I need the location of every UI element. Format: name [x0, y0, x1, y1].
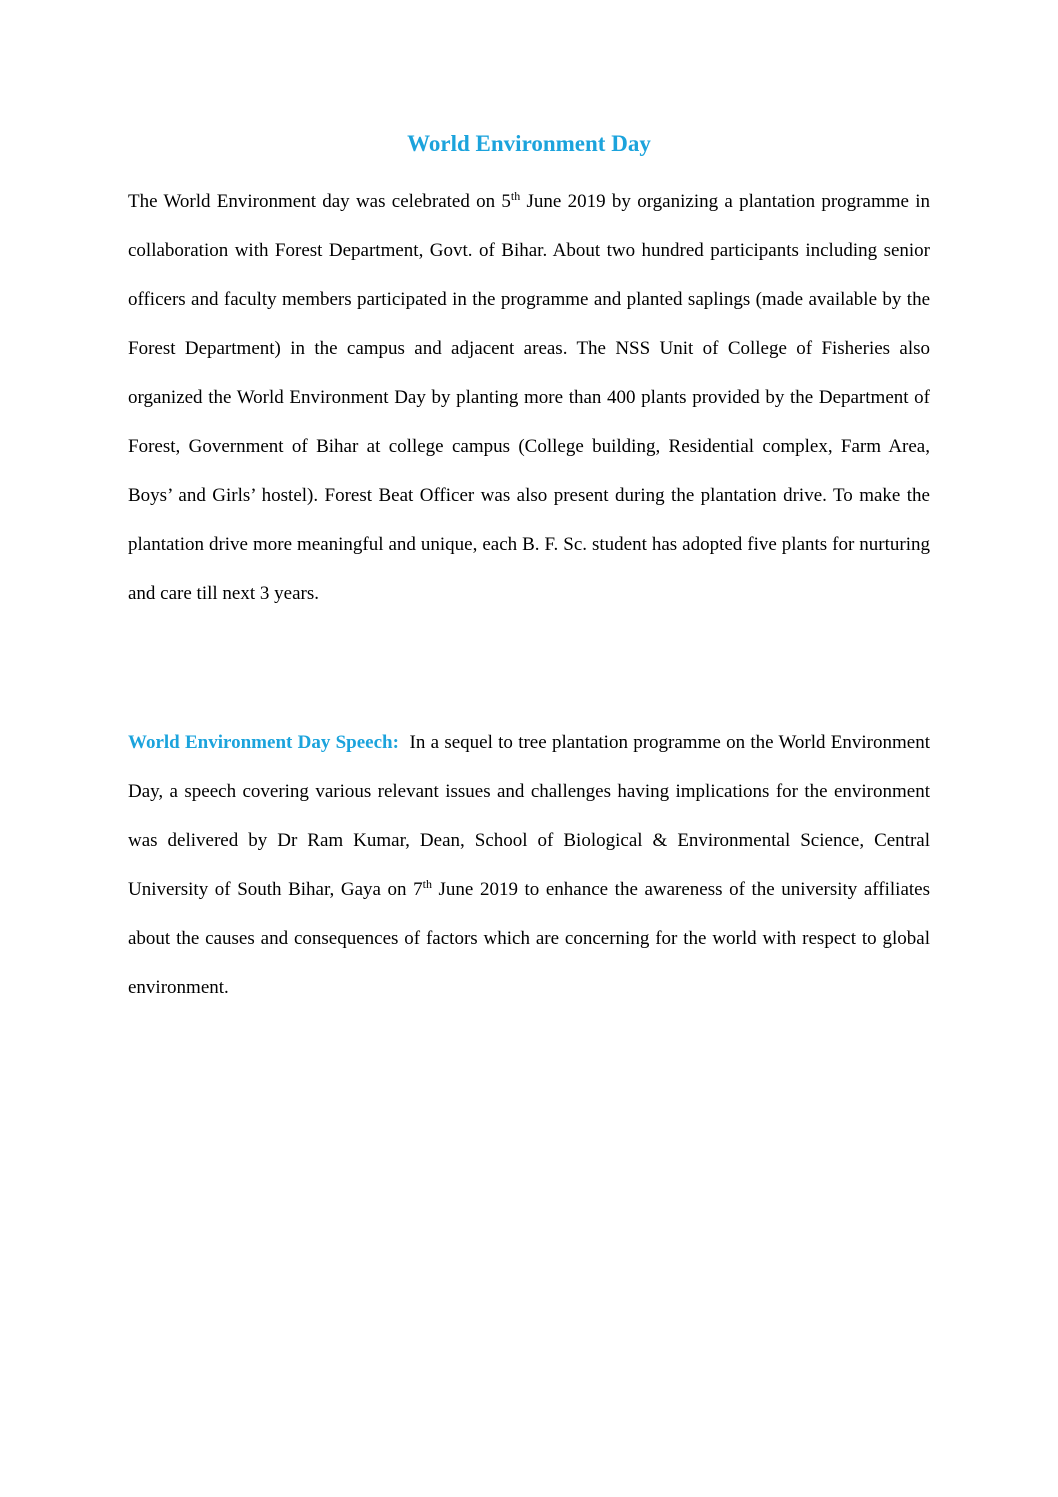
ordinal-suffix: th [422, 877, 432, 891]
event-paragraph [128, 177, 930, 618]
page-title: World Environment Day [407, 131, 651, 156]
speech-paragraph [128, 718, 935, 1012]
paragraph-text: In a sequel to tree plantation programme on the World Environment Day, a speech covering various relevant issues and challenges having implications for the environment was delivered by Dr Ram Kumar, Dean, School of Biological & Environmental Science, Central University of South Bihar, Gaya on 7 [128, 732, 935, 900]
paragraph-text: The World Environment day was celebrated on 5 [128, 191, 511, 212]
paragraph-text: June 2019 by organizing a plantation programme in collaboration with Forest Department, Govt. of Bihar. About two hundred participants including senior officers and faculty members participated in the programme and planted saplings (made available by the Forest Department) in the campus and adjacent areas. The NSS Unit of College of Fisheries also organized the World Environment Day by planting more than 400 plants provided by the Department of Forest, Government of Bihar at college campus (College building, Residential complex, Farm Area, Boys’ and Girls’ hostel). Forest Beat Officer was also present during the plantation drive. To make the plantation drive more meaningful and unique, each B. F. Sc. student has adopted five plants for nurturing and care till next 3 years. [128, 191, 930, 604]
ordinal-suffix: th [510, 189, 521, 203]
paragraph-text: June 2019 to enhance the awareness of the university affiliates about the causes and consequences of factors which are concerning for the world with respect to global environment. [128, 879, 930, 998]
speech-heading: World Environment Day Speech: [128, 732, 399, 753]
